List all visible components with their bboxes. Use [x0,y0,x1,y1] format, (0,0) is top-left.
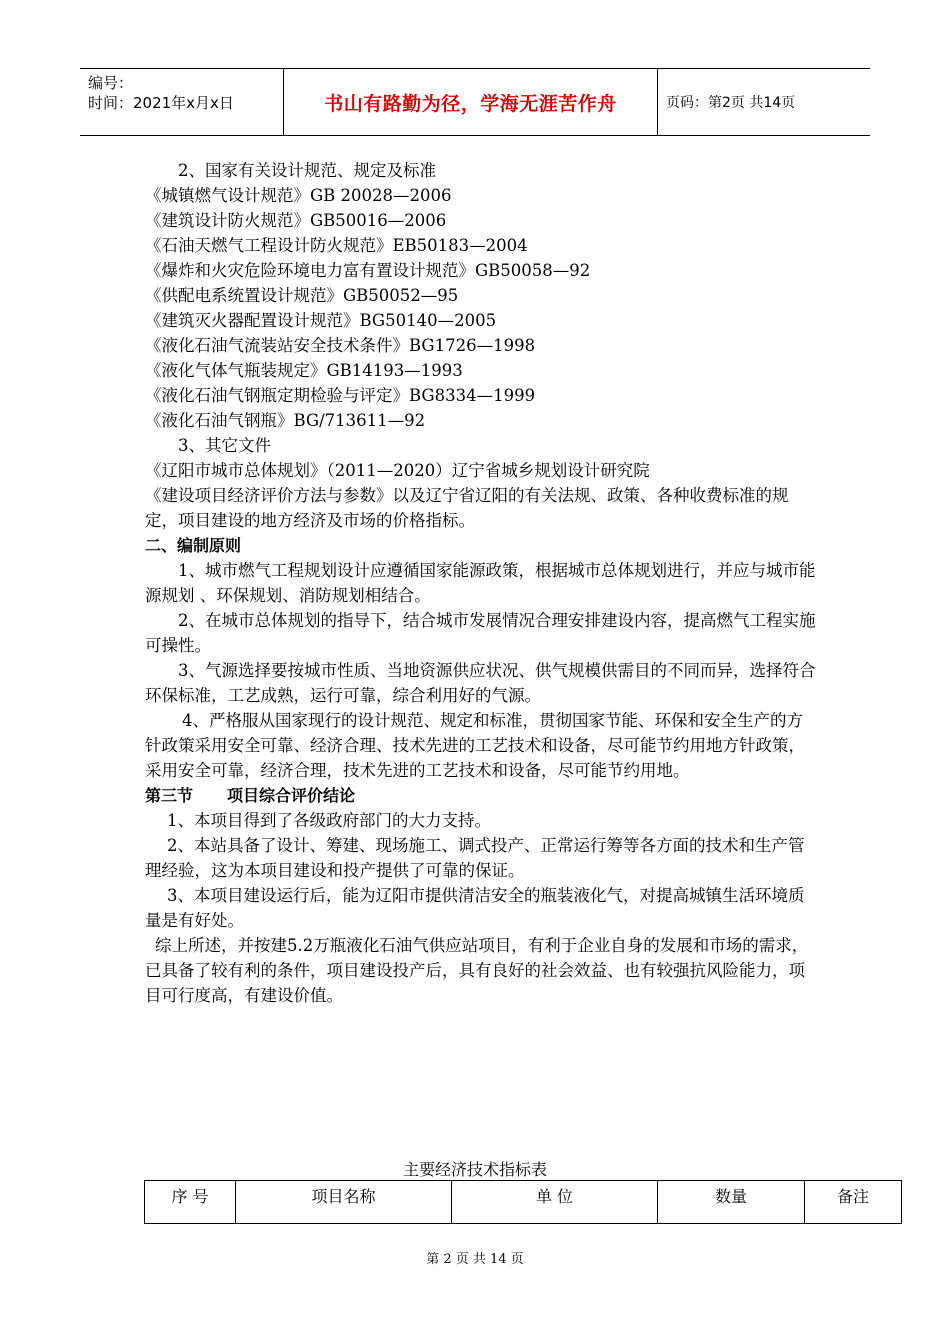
paragraph: 3、其它文件 [178,436,271,455]
standard-item: 《城镇燃气设计规范》GB 20028—2006 [145,186,452,205]
standard-item: 《液化石油气钢瓶》BG/713611—92 [145,411,426,430]
table-title: 主要经济技术指标表 [402,1160,547,1179]
paragraph: 1、城市燃气工程规划设计应遵循国家能源政策，根据城市总体规划进行，并应与城市能源规划 、环保规划、消防规划相结合。 [145,561,816,605]
paragraph: 4、严格服从国家现行的设计规范、规定和标准，贯彻国家节能、环保和安全生产的方针政策采用安全可靠、经济合理、技术先进的工艺技术和设备，尽可能节约用地方针政策，采用安全可靠，经济合理，技术先进的工艺技术和设备，尽可能节约用地。 [145,711,805,780]
section-heading: 二、编制原则 [145,536,242,555]
paragraph: 3、本项目建设运行后，能为辽阳市提供清洁安全的瓶装液化气，对提高城镇生活环境质量是有好处。 [145,886,805,930]
table-header-cell: 备注 [805,1181,902,1224]
header-motto: 书山有路勤为径，学海无涯苦作舟 [324,92,617,115]
table-header-cell: 序 号 [145,1181,236,1224]
document-number-label: 编号： [88,74,134,92]
paragraph: 1、本项目得到了各级政府部门的大力支持。 [167,811,491,830]
standard-item: 《供配电系统置设计规范》GB50052—95 [145,286,459,305]
section-title: 项目综合评价结论 [227,786,356,805]
indicator-table [144,1180,902,1224]
header-page-info: 页码：第2页 共14页 [666,95,796,111]
section-number: 第三节 [145,786,194,805]
paragraph: 2、在城市总体规划的指导下，结合城市发展情况合理安排建设内容，提高燃气工程实施可操性。 [145,611,816,655]
table-header-row [145,1181,902,1224]
table-header-cell: 单 位 [452,1181,658,1224]
paragraph: 2、本站具备了设计、筹建、现场施工、调式投产、正常运行筹等各方面的技术和生产管理经验，这为本项目建设和投产提供了可靠的保证。 [145,836,805,880]
standard-item: 《石油天燃气工程设计防火规范》EB50183—2004 [145,236,528,255]
document-body [145,158,817,1008]
header-divider [657,69,658,135]
standard-item: 《液化气体气瓶装规定》GB14193—1993 [145,361,463,380]
paragraph: 综上所述，并按建5.2万瓶液化石油气供应站项目，有利于企业自身的发展和市场的需求，已具备了较有利的条件，项目建设投产后，具有良好的社会效益、也有较强抗风险能力，项目可行度高，有建设价值。 [145,936,809,1005]
standard-item: 《建筑设计防火规范》GB50016—2006 [145,211,447,230]
reference-item: 《建设项目经济评价方法与参数》以及辽宁省辽阳的有关法规、政策、各种收费标准的规定，项目建设的地方经济及市场的价格指标。 [145,486,789,530]
section-heading [145,783,817,808]
document-date: 时间：2021年x月x日 [88,94,234,112]
paragraph: 2、国家有关设计规范、规定及标准 [178,161,436,180]
paragraph: 3、气源选择要按城市性质、当地资源供应状况、供气规模供需目的不同而异，选择符合环保标准，工艺成熟，运行可靠，综合利用好的气源。 [145,661,816,705]
page-footer: 第 2 页 共 14 页 [426,1252,524,1267]
standard-item: 《爆炸和火灾危险环境电力富有置设计规范》GB50058—92 [145,261,591,280]
table-header-cell: 数量 [658,1181,805,1224]
page-header [80,68,870,136]
table-header-cell: 项目名称 [236,1181,452,1224]
standard-item: 《液化石油气钢瓶定期检验与评定》BG8334—1999 [145,386,536,405]
standard-item: 《建筑灭火器配置设计规范》BG50140—2005 [145,311,497,330]
header-meta [88,73,234,113]
standard-item: 《液化石油气流装站安全技术条件》BG1726—1998 [145,336,536,355]
reference-item: 《辽阳市城市总体规划》（2011—2020）辽宁省城乡规划设计研究院 [145,461,650,480]
